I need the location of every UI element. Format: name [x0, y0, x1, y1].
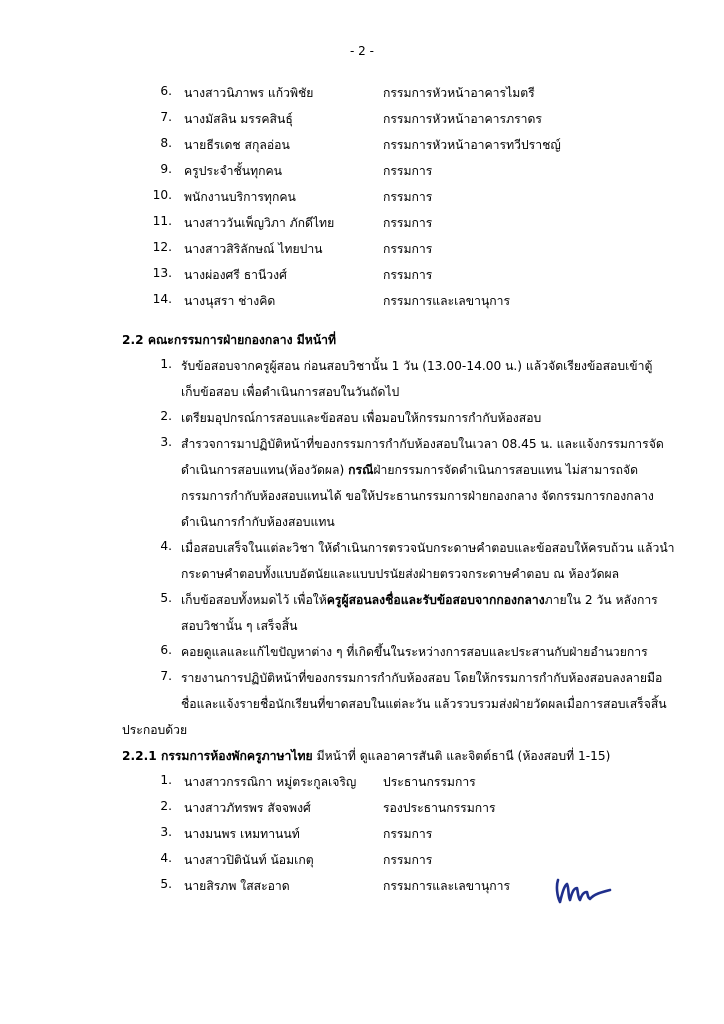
subsection-duty: มีหน้าที่ ดูแลอาคารสันติ และจิตต์ธานี (ห้องสอบที่ 1-15): [312, 749, 611, 763]
member-name: นายสิรภพ ใสสะอาด: [184, 879, 290, 893]
member-name: นางสาววันเพ็ญวิภา ภักดีไทย: [184, 216, 335, 230]
member-role: กรรมการและเลขานุการ: [383, 294, 511, 308]
member-name: นางผ่องศรี ธานีวงศ์: [184, 268, 287, 282]
duty-text-part: ฝ่ายกรรมการจัดดำเนินการสอบแทน ไม่สามารถจัด: [373, 463, 639, 477]
duty-emphasis: ครูผู้สอนลงชื่อและรับข้อสอบจากกองกลาง: [326, 593, 545, 607]
duty-text: ชื่อและแจ้งรายชื่อนักเรียนที่ขาดสอบในแต่ละวัน แล้วรวบรวมส่งฝ่ายวัดผลเมื่อการสอบเสร็จสิ้น: [181, 697, 667, 711]
duty-text: สำรวจการมาปฏิบัติหน้าที่ของกรรมการกำกับห้องสอบในเวลา 08.45 น. และแจ้งกรรมการจัด: [181, 437, 664, 451]
consists-of-label: ประกอบด้วย: [122, 723, 188, 737]
member-name: นางสาวสิริลักษณ์ ไทยปาน: [184, 242, 323, 256]
member-role: กรรมการ: [383, 853, 433, 867]
subsection-title: 2.2.1 กรรมการห้องพักครูภาษาไทย: [122, 749, 313, 763]
item-number: 14.: [152, 292, 172, 306]
member-role: กรรมการ: [383, 242, 433, 256]
duty-text: [181, 461, 638, 480]
item-number: 13.: [152, 266, 172, 280]
member-name: นางมนพร เหมทานนท์: [184, 827, 300, 841]
member-name: นางสาวนิภาพร แก้วพิชัย: [184, 86, 314, 100]
duty-text: กรรมการกำกับห้องสอบแทนได้ ขอให้ประธานกรรมการฝ่ายกองกลาง จัดกรรมการกองกลาง: [181, 489, 654, 503]
duty-text: ดำเนินการกำกับห้องสอบแทน: [181, 515, 335, 529]
member-role: กรรมการ: [383, 216, 433, 230]
member-role: กรรมการหัวหน้าอาคารไมตรี: [383, 86, 535, 100]
item-number: 5.: [160, 591, 172, 605]
duty-text: เก็บข้อสอบ เพื่อดำเนินการสอบในวันถัดไป: [181, 385, 400, 399]
item-number: 10.: [152, 188, 172, 202]
member-role: กรรมการ: [383, 164, 433, 178]
item-number: 9.: [160, 162, 172, 176]
member-name: พนักงานบริการทุกคน: [184, 190, 296, 204]
member-role: กรรมการและเลขานุการ: [383, 879, 511, 893]
item-number: 2.: [160, 409, 172, 423]
item-number: 1.: [160, 357, 172, 371]
member-role: กรรมการ: [383, 827, 433, 841]
duty-text: คอยดูแลและแก้ไขปัญหาต่าง ๆ ที่เกิดขึ้นในระหว่างการสอบและประสานกับฝ่ายอำนวยการ: [181, 645, 648, 659]
member-name: นางสาวภัทรพร สัจจพงศ์: [184, 801, 311, 815]
member-name: นางสาวปิตินันท์ น้อมเกตุ: [184, 853, 314, 867]
duty-text: กระดาษคำตอบทั้งแบบอัตนัยและแบบปรนัยส่งฝ่ายตรวจกระดาษคำตอบ ณ ห้องวัดผล: [181, 567, 620, 581]
member-role: กรรมการ: [383, 190, 433, 204]
duty-text: เตรียมอุปกรณ์การสอบและข้อสอบ เพื่อมอบให้กรรมการกำกับห้องสอบ: [181, 411, 542, 425]
item-number: 2.: [160, 799, 172, 813]
member-role: รองประธานกรรมการ: [383, 801, 496, 815]
duty-text: สอบวิชานั้น ๆ เสร็จสิ้น: [181, 619, 298, 633]
item-number: 5.: [160, 877, 172, 891]
member-role: กรรมการหัวหน้าอาคารทวีปราชญ์: [383, 138, 561, 152]
item-number: 3.: [160, 435, 172, 449]
duty-text-part: เก็บข้อสอบทั้งหมดไว้ เพื่อให้: [181, 593, 327, 607]
item-number: 4.: [160, 851, 172, 865]
section-heading: 2.2 คณะกรรมการฝ่ายกองกลาง มีหน้าที่: [122, 333, 337, 347]
duty-text-part: ดำเนินการสอบแทน(ห้องวัดผล): [181, 463, 349, 477]
duty-text-part: ภายใน 2 วัน หลังการ: [544, 593, 658, 607]
duty-text: [181, 591, 658, 610]
member-role: ประธานกรรมการ: [383, 775, 476, 789]
page-number: - 2 -: [350, 44, 374, 58]
item-number: 7.: [160, 110, 172, 124]
item-number: 1.: [160, 773, 172, 787]
member-role: กรรมการ: [383, 268, 433, 282]
duty-emphasis: กรณี: [348, 463, 374, 477]
member-role: กรรมการหัวหน้าอาคารภราดร: [383, 112, 542, 126]
member-name: นางนุสรา ช่างคิด: [184, 294, 276, 308]
member-name: นายธีรเดช สกุลอ่อน: [184, 138, 290, 152]
member-name: นางมัสลิน มรรคสินธุ์: [184, 112, 293, 126]
member-name: นางสาวกรรณิกา หมู่ตระกูลเจริญ: [184, 775, 357, 789]
item-number: 11.: [152, 214, 172, 228]
item-number: 6.: [160, 643, 172, 657]
item-number: 12.: [152, 240, 172, 254]
item-number: 4.: [160, 539, 172, 553]
item-number: 6.: [160, 84, 172, 98]
duty-text: รายงานการปฏิบัติหน้าที่ของกรรมการกำกับห้องสอบ โดยให้กรรมการกำกับห้องสอบลงลายมือ: [181, 671, 663, 685]
duty-text: เมื่อสอบเสร็จในแต่ละวิชา ให้ดำเนินการตรวจนับกระดาษคำตอบและข้อสอบให้ครบถ้วน แล้วนำ: [181, 541, 675, 555]
subsection-heading: [122, 747, 610, 766]
duty-text: รับข้อสอบจากครูผู้สอน ก่อนสอบวิชานั้น 1 วัน (13.00-14.00 น.) แล้วจัดเรียงข้อสอบเข้าตู้: [181, 359, 653, 373]
member-name: ครูประจำชั้นทุกคน: [184, 164, 283, 178]
item-number: 3.: [160, 825, 172, 839]
item-number: 7.: [160, 669, 172, 683]
item-number: 8.: [160, 136, 172, 150]
signature-image: [552, 872, 614, 906]
